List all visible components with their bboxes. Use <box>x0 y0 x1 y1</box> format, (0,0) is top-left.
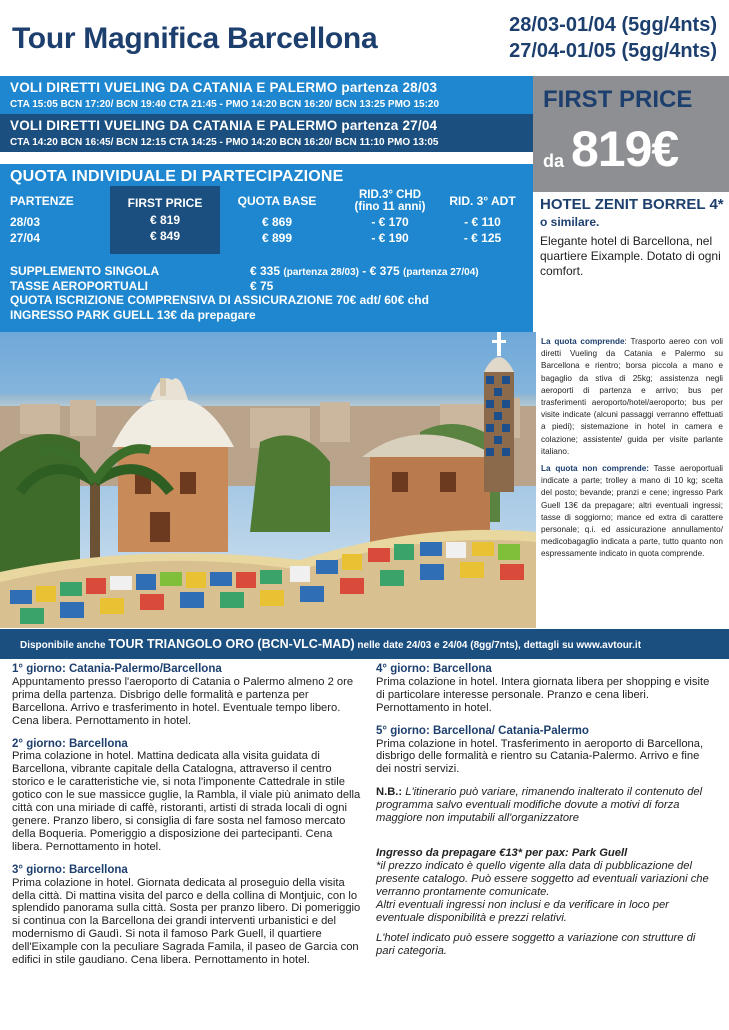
itinerary-day <box>12 864 362 967</box>
day-text: Prima colazione in hotel. Giornata dedicata al proseguio della visita della città. Di mattina visita del parco e della collina di Montjuic, con lo splendido panorama sulla città. Sosta per pranzo libero. Di pomeriggio si continua con la Barcellona dei grandi interventi urbanistici e del modernismo di Gaudì. Si nota il famoso Park Guell, il quartiere dell'Eixample con la peculiare Sagrada Famila, il paseo de Garcia con edifici in stile gaudiano. Cena libera. Pernottamento in hotel. <box>12 876 361 967</box>
table-cell: 28/03 <box>10 215 41 229</box>
table-cell: € 899 <box>261 231 293 245</box>
supplemento-note-1: (partenza 28/03) <box>283 267 359 278</box>
col-quota-base <box>222 188 332 246</box>
table-cell: - € 190 <box>371 231 409 245</box>
comprende-label: La quota comprende <box>541 337 625 346</box>
ingresso-note: *il prezzo indicato è quello vigente alla data di pubblicazione del presente catalogo. Può essere soggetto ad eventuali variazioni che verranno prontamente comunicate. <box>376 859 709 898</box>
comprende-paragraph <box>541 336 723 458</box>
ingresso-title-text: Ingresso da prepagare €13* per pax: Park Guell <box>376 846 628 859</box>
non-comprende-label: La quota non comprende: <box>541 464 649 474</box>
supplements <box>10 264 479 322</box>
iscrizione-row: QUOTA ISCRIZIONE COMPRENSIVA DI ASSICURAZIONE 70€ adt/ 60€ chd <box>10 293 429 307</box>
nb-text: L'itinerario può variare, rimanendo inalterato il contenuto del programma salvo eventuali modifiche dovute a motivi di forza maggiore non imputabili all'organizzatore <box>376 786 703 825</box>
col-header: RID. 3° ADT <box>449 194 516 208</box>
banner-pre: Disponibile anche <box>20 640 109 651</box>
ingresso-title <box>376 847 716 860</box>
ingresso-note: Altri eventuali ingressi non inclusi e da verificare in loco per eventuale disponibilità e prezzi relativi. <box>376 898 669 924</box>
supplemento-note-2: (partenza 27/04) <box>403 267 479 278</box>
tour-date-2: 27/04-01/05 (5gg/4nts) <box>509 40 717 62</box>
ingresso-note: L'hotel indicato può essere soggetto a variazione con strutture di pari categoria. <box>376 932 696 958</box>
table-cell: € 819 <box>149 213 181 227</box>
supplemento-label: SUPPLEMENTO SINGOLA <box>10 264 160 278</box>
park-guell-illustration <box>0 332 536 628</box>
park-guell-photo <box>0 332 536 628</box>
ingresso-notes <box>376 847 716 958</box>
day-text: Prima colazione in hotel. Intera giornata libera per shopping e visite di particolare interesse personale. Pranzo e cena liberi. Pernottamento in hotel. <box>376 675 710 714</box>
day-text: Prima colazione in hotel. Mattina dedicata alla visita guidata di Barcellona, vibrante capitale della Catalogna, attraverso il centro storico e le caratteristiche vie, si nota l'imponente Cattedrale in stile gotico con le sue massicce guglie, la Rambla, il viale più animato della città con una miriade di caffè, ristoranti, artisti di strada locali di ogni genere. Pranzo libero, si consiglia di fare sosta nel famoso mercato della Boqueria. Pomeriggio a disposizione dei partecipanti. Cena libera. Pernottamento in hotel. <box>12 750 361 853</box>
banner-post: nelle date 24/03 e 24/04 (8gg/7nts), dettagli su www.avtour.it <box>354 640 642 651</box>
table-cell: - € 170 <box>371 215 409 229</box>
itinerary-left <box>12 663 362 977</box>
banner-tour: TOUR TRIANGOLO ORO (BCN-VLC-MAD) <box>108 637 355 651</box>
col-header <box>335 188 445 214</box>
flights-section <box>0 76 533 152</box>
supplemento-value-2: € 375 <box>369 264 400 278</box>
first-price-da: da <box>543 151 565 171</box>
flight-block-28-03 <box>0 76 533 114</box>
day-text: Prima colazione in hotel. Trasferimento in aeroporto di Barcellona, disbrigo delle formalità e rientro su Catania-Palermo. Arrivo e fine dei nostri servizi. <box>376 737 704 776</box>
comprende-text: : Trasporto aereo con voli diretti Vueling da Catania e Palermo su Barcellona e rientro; borsa piccola a mano e bagaglio da stiva di 25kg; assistenza negli aeroporti di partenza e arrivo; bus per trasferimenti aeroporto/hotel/aeroporto; bus per visite indicate (alcuni passaggi verranno effettuati a piedi); sistemazione in hotel in camera e colazione; assistente/ guida per visite parlante italiano. <box>541 337 723 456</box>
col-rid-chd <box>335 188 445 246</box>
itinerary-day <box>376 725 716 777</box>
col-header-main: RID.3° CHD <box>358 189 422 201</box>
table-cell: 27/04 <box>10 231 41 245</box>
page-title: Tour Magnifica Barcellona <box>12 22 378 55</box>
supplemento-sep: - <box>358 264 370 278</box>
flight-times: CTA 14:20 BCN 16:45/ BCN 12:15 CTA 14:25 - PMO 14:20 BCN 16:20/ BCN 11:10 PMO 13:05 <box>10 137 439 148</box>
hotel-info <box>540 196 725 279</box>
itinerary-right <box>376 663 716 958</box>
day-title: 3° giorno: Barcellona <box>12 863 128 876</box>
flight-heading: VOLI DIRETTI VUELING DA CATANIA E PALERMO partenza 28/03 <box>10 80 438 95</box>
non-comprende-paragraph <box>541 463 723 561</box>
supplemento-value-1: € 335 <box>250 264 281 278</box>
nb-label: N.B.: <box>376 786 403 799</box>
hotel-similar: o similare. <box>540 215 600 229</box>
hotel-name <box>540 196 725 231</box>
non-comprende-text: Tasse aeroportuali indicate a parte; trolley a mano di 10 kg; scelta del posto; bevande; pranzi e cene; ingresso Park Guell 13€ da prepagare; altri eventuali ingressi; tasse di soggiorno; mance ed extra di carattere personale; q.i. ed assicurazione annullamento/ medicobagaglio indicata a parte, tutto quanto non espressamente indicato in quota comprende. <box>541 464 724 559</box>
tour-banner <box>0 629 729 659</box>
tour-date-1: 28/03-01/04 (5gg/4nts) <box>509 14 717 36</box>
day-title: 1° giorno: Catania-Palermo/Barcellona <box>12 663 222 675</box>
table-cell: € 869 <box>261 215 293 229</box>
price-section <box>0 164 533 332</box>
day-title: 5° giorno: Barcellona/ Catania-Palermo <box>376 724 589 737</box>
tasse-value: € 75 <box>250 278 274 293</box>
table-cell: - € 110 <box>464 215 501 229</box>
itinerary-day <box>12 663 362 728</box>
itinerary-day <box>376 663 716 715</box>
flight-block-27-04 <box>0 114 533 152</box>
first-price-amount: 819€ <box>571 121 679 177</box>
day-text: Appuntamento presso l'aeroporto di Catania o Palermo almeno 2 ore prima della partenza. Disbrigo delle formalità e partenza per Barcellona. Arrivo e trasferimento in hotel. Eventuale tempo libero. Cena libera. Pernottamento in hotel. <box>12 675 354 727</box>
hotel-description: Elegante hotel di Barcellona, nel quartiere Eixample. Dotato di ogni comfort. <box>540 234 721 278</box>
ingresso-row: INGRESSO PARK GUELL 13€ da prepagare <box>10 307 256 322</box>
tasse-row <box>10 279 429 294</box>
flight-heading: VOLI DIRETTI VUELING DA CATANIA E PALERMO partenza 27/04 <box>10 118 438 133</box>
day-title: 4° giorno: Barcellona <box>376 663 492 675</box>
nb-note <box>376 786 716 825</box>
col-header: FIRST PRICE <box>127 196 203 210</box>
hotel-name-text: HOTEL ZENIT BORREL 4* <box>540 196 724 213</box>
tour-dates <box>509 12 717 64</box>
supplemento-row <box>10 264 479 279</box>
flight-times: CTA 15:05 BCN 17:20/ BCN 19:40 CTA 21:45 - PMO 14:20 BCN 16:20/ BCN 13:25 PMO 15:20 <box>10 99 440 110</box>
itinerary-day <box>12 738 362 854</box>
first-price-box <box>533 76 729 192</box>
col-header-sub: (fino 11 anni) <box>354 201 426 213</box>
table-cell: € 849 <box>149 229 181 243</box>
col-partenze <box>10 188 100 246</box>
col-first-price <box>110 186 220 254</box>
table-cell: - € 125 <box>463 231 502 245</box>
col-header: QUOTA BASE <box>237 194 317 208</box>
tasse-label: TASSE AEROPORTUALI <box>10 278 149 293</box>
col-header: PARTENZE <box>10 194 74 208</box>
day-title: 2° giorno: Barcellona <box>12 737 128 750</box>
first-price-label: FIRST PRICE <box>543 86 693 113</box>
quota-includes <box>541 336 723 566</box>
price-section-title: QUOTA INDIVIDUALE DI PARTECIPAZIONE <box>10 168 344 185</box>
col-rid-adt <box>440 188 525 246</box>
